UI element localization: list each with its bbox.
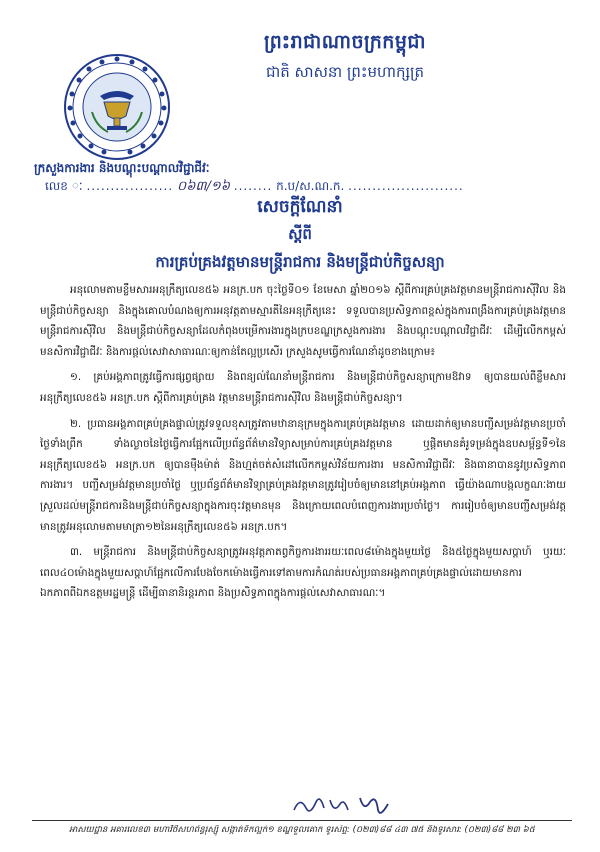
- reference-number: [45, 178, 464, 197]
- reference-handwritten-number: ០៦៣/១៦: [176, 179, 230, 194]
- reference-dots-left: ..................: [86, 179, 174, 193]
- reference-label: លេខ ៈ: [45, 179, 83, 193]
- paragraph-item-2: ២. ប្រធានអង្គភាពគ្រប់គ្រងផ្ទាល់ត្រូវទទួលខុសត្រូវតាមឋានានុក្រមក្នុងការគ្រប់គ្រងវត្តមាន ដោយដាក់ឲ្យមានបញ្ជីសម្រង់វត្តមានប្រចាំថ្ងៃទាំងព្រឹក ទាំងល្ងាចនៃថ្ងៃធ្វើការផ្អែកលើប្រព័ន្ធព័ត៌មានវិទ្យាសម្រាប់ការគ្រប់គ្រងវត្តមាន ឬផ្តិតមានគំរូទម្រង់ក្នុងឧបសម្ព័ន្ធទី១នៃអនុក្រឹត្យលេខ៥៦ អនក្រ.បក ឲ្យបានម៉ឺងម៉ាត់ និងហ្មត់ចត់សំដៅលើកកម្ពស់វិន័យការងារ មនសិការវិជ្ជាជីវៈ និងធានាបាននូវប្រសិទ្ធភាពការងារ។ បញ្ជីសម្រង់វត្តមានប្រចាំថ្ងៃ ឬប្រព័ន្ធព័ត៌មានវិទ្យាគ្រប់គ្រងវត្តមានត្រូវរៀបចំឲ្យមាននៅគ្រប់អង្គភាព ធ្វើយ៉ាងណាបង្កលក្ខណៈងាយស្រួលដល់មន្ត្រីរាជការនិងមន្ត្រីជាប់កិច្ចសន្យាក្នុងការចុះវត្តមានមុន និងក្រោយពេលបំពេញការងារប្រចាំថ្ងៃ។ ការរៀបចំឲ្យមានបញ្ជីសម្រង់វត្តមានត្រូវអនុលោមតាមមាត្រា១២នៃអនុក្រឹត្យលេខ៥៦ អនក្រ.បក។: [40, 417, 566, 533]
- national-motto: ជាតិ សាសនា ព្រះមហាក្សត្រ: [265, 63, 425, 81]
- footer-address: អាសយដ្ឋាន អគារលេខ៣ មហាវិថីសហព័ន្ធរុស្ស៊ី សង្កាត់ទឹកល្អក់១ ខណ្ឌទួលគោក ទូរស័ព្ទ: (០២៣)៨៨ ៤៣ ៧៥ និងទូរសារ: (០២៣)៨៨ ២៣ ៦៥: [69, 825, 535, 835]
- initials-signature-icon: [290, 790, 400, 820]
- reference-code: ក.ប/ស.ណ.ក.: [276, 179, 345, 193]
- document-topic: ការគ្រប់គ្រងវត្តមានមន្ត្រីរាជការ និងមន្ត្រីជាប់កិច្ចសន្យា: [155, 253, 445, 271]
- document-body: [40, 280, 566, 609]
- paragraph-intro: អនុលោមតាមខ្លឹមសារអនុក្រឹត្យលេខ៥៦ អនក្រ.បក ចុះថ្ងៃទី០១ ខែមេសា ឆ្នាំ២០១៦ ស្តីពីការគ្រប់គ្រងវត្តមានមន្ត្រីរាជការស៊ីវិល និងមន្ត្រីជាប់កិច្ចសន្យា និងក្នុងគោលបំណងឲ្យការអនុវត្តតាមស្មារតីនៃអនុក្រឹត្យនេះ ទទួលបានប្រសិទ្ធភាពខ្ពស់ក្នុងការពង្រឹងការគ្រប់គ្រងវត្តមានមន្ត្រីរាជការស៊ីវិល និងមន្ត្រីជាប់កិច្ចសន្យាដែលកំពុងបម្រើការងារក្នុងក្របខណ្ឌក្រសួងការងារ និងបណ្តុះបណ្តាលវិជ្ជាជីវៈ ដើម្បីលើកកម្ពស់មនសិការវិជ្ជាជីវៈ និងការផ្តល់សេវាសាធារណៈឲ្យកាន់តែល្អប្រសើរ ក្រសួងសូមធ្វើការណែនាំដូចខាងក្រោម៖: [40, 284, 566, 358]
- reference-dots-right: ........................: [348, 179, 464, 193]
- title-block: [0, 196, 600, 275]
- document-subtitle: ស្តីពី: [288, 225, 312, 243]
- ministry-logo-icon: [62, 52, 172, 162]
- paragraph-item-1: ១. គ្រប់អង្គភាពត្រូវធ្វើការផ្សព្វផ្សាយ និងពន្យល់ណែនាំមន្ត្រីរាជការ និងមន្ត្រីជាប់កិច្ចសន្យាក្រោមឱវាទ ឲ្យបានយល់ពីខ្លឹមសារអនុក្រឹត្យលេខ៥៦ អនក្រ.បក ស្តីពីការគ្រប់គ្រង វត្តមានមន្ត្រីរាជការស៊ីវិល និងមន្ត្រីជាប់កិច្ចសន្យា។: [40, 371, 566, 404]
- kingdom-title: ព្រះរាជាណាចក្រកម្ពុជា: [264, 31, 426, 53]
- document-title: សេចក្តីណែនាំ: [257, 197, 343, 217]
- reference-dots-mid: ........: [233, 179, 273, 193]
- paragraph-item-3: ៣. មន្ត្រីរាជការ និងមន្ត្រីជាប់កិច្ចសន្យាត្រូវអនុវត្តភាតព្វកិច្ចការងាររយៈពេល៨ម៉ោងក្នុងមួយថ្ងៃ និង៥ថ្ងៃក្នុងមួយសប្តាហ៍ ឬរយៈពេល៤០ម៉ោងក្នុងមួយសប្តាហ៍ផ្អែកលើការបែងចែកម៉ោងធ្វើការទៅតាមការកំណត់របស់ប្រធានអង្គភាពគ្រប់គ្រងផ្ទាល់ដោយមានការឯកភាពពីឯកឧត្តមរដ្ឋមន្ត្រី ដើម្បីធានានិរន្តរភាព និងប្រសិទ្ធភាពក្នុងការផ្តល់សេវាសាធារណៈ។: [40, 546, 566, 600]
- ministry-name: ក្រសួងការងារ និងបណ្តុះបណ្តាលវិជ្ជាជីវៈ: [34, 161, 210, 175]
- header-block: [210, 30, 480, 85]
- footer-divider: [32, 820, 572, 821]
